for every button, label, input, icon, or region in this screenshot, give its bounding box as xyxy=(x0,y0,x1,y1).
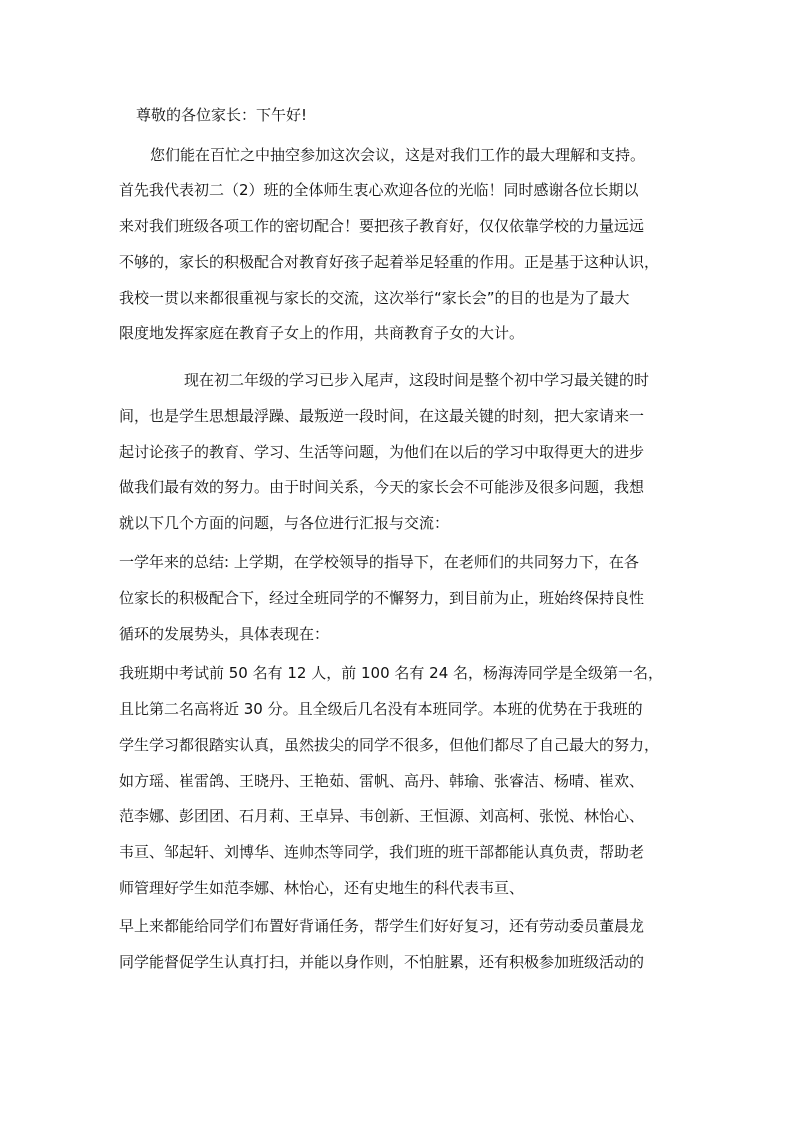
paragraph-line: 师管理好学生如范李娜、林怡心，还有史地生的科代表韦亘、 xyxy=(119,879,525,897)
paragraph-line: 早上来都能给同学们布置好背诵任务，帮学生们好好复习，还有劳动委员董晨龙 xyxy=(119,917,645,935)
paragraph-line: 我校一贯以来都很重视与家长的交流，这次举行“家长会”的目的也是为了最大 xyxy=(119,289,630,307)
paragraph-line: 且比第二名高将近 30 分。且全级后几名没有本班同学。本班的优势在于我班的 xyxy=(119,700,643,718)
paragraph-line: 循环的发展势头，具体表现在： xyxy=(119,625,330,643)
paragraph-line: 同学能督促学生认真打扫，并能以身作则，不怕脏累，还有积极参加班级活动的 xyxy=(119,953,645,971)
paragraph-line: 做我们最有效的努力。由于时间关系，今天的家长会不可能涉及很多问题，我想 xyxy=(119,478,645,496)
paragraph-line: 范李娜、彭团团、石月莉、王卓异、韦创新、王恒源、刘高柯、张悦、林怡心、 xyxy=(119,807,645,825)
paragraph-line: 韦亘、邹起轩、刘博华、连帅杰等同学，我们班的班干部都能认真负责，帮助老 xyxy=(119,843,645,861)
paragraph-line: 不够的，家长的积极配合对教育好孩子起着举足轻重的作用。正是基于这种认识， xyxy=(119,253,660,271)
paragraph-line: 起讨论孩子的教育、学习、生活等问题，为他们在以后的学习中取得更大的进步 xyxy=(119,443,645,461)
paragraph-line: 学生学习都很踏实认真，虽然拔尖的同学不很多，但他们都尽了自己最大的努力， xyxy=(119,736,660,754)
paragraph-line: 间，也是学生思想最浮躁、最叛逆一段时间，在这最关键的时刻，把大家请来一 xyxy=(119,407,645,425)
paragraph-line: 首先我代表初二（2）班的全体师生衷心欢迎各位的光临！同时感谢各位长期以 xyxy=(119,181,639,199)
paragraph-line: 位家长的积极配合下，经过全班同学的不懈努力，到目前为止，班始终保持良性 xyxy=(119,589,645,607)
paragraph-line: 我班期中考试前 50 名有 12 人，前 100 名有 24 名，杨海涛同学是全级第一名， xyxy=(119,664,664,682)
paragraph-line: 现在初二年级的学习已步入尾声，这段时间是整个初中学习最关键的时 xyxy=(184,371,650,389)
paragraph-line: 来对我们班级各项工作的密切配合！要把孩子教育好，仅仅依靠学校的力量远远 xyxy=(119,217,645,235)
greeting-line: 尊敬的各位家长：下午好! xyxy=(136,106,308,124)
paragraph-line: 您们能在百忙之中抽空参加这次会议，这是对我们工作的最大理解和支持。 xyxy=(150,146,646,164)
paragraph-line: 一学年来的总结: 上学期，在学校领导的指导下，在老师们的共同努力下，在各 xyxy=(119,553,639,571)
paragraph-line: 限度地发挥家庭在教育子女上的作用，共商教育子女的大计。 xyxy=(119,324,525,342)
paragraph-line: 如方瑶、崔雷鸽、王晓丹、王艳茹、雷帆、高丹、韩瑜、张睿洁、杨晴、崔欢、 xyxy=(119,772,645,790)
paragraph-line: 就以下几个方面的问题，与各位进行汇报与交流： xyxy=(119,514,450,532)
